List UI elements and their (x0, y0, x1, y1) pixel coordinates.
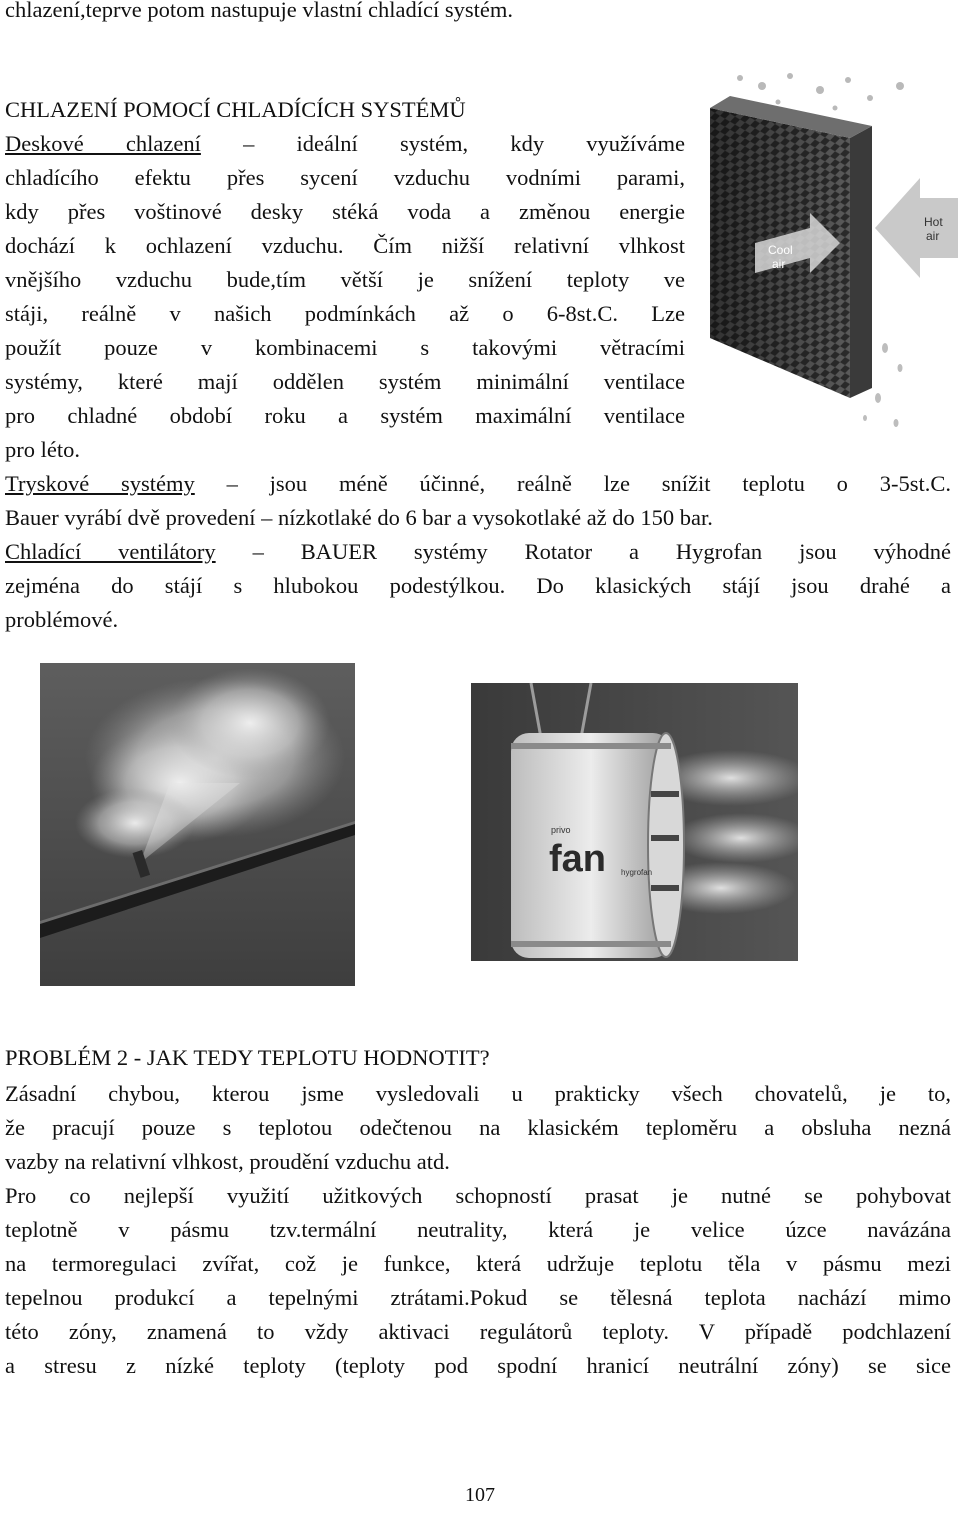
ventilatory-line-1: Chladící ventilátory – BAUER systémy Rotator a Hygrofan jsou výhodné (5, 539, 951, 564)
continued-text-line: chlazení,teprve potom nastupuje vlastní chladící systém. (5, 0, 513, 22)
deskove-line-10: pro léto. (5, 437, 80, 462)
deskove-line-6: stáji, reálně v našich podmínkách až o 6-8st.C. Lze (5, 301, 685, 326)
svg-text:privo: privo (551, 825, 571, 835)
paragraph1-line-1: Zásadní chybou, kterou jsme vysledovali u prakticky všech chovatelů, je to, (5, 1081, 951, 1106)
paragraph2-line-6: a stresu z nízké teploty (teploty pod spodní hranicí neutrální zóny) se sice (5, 1353, 951, 1378)
deskove-line-5: vnějšího vzduchu bude,tím větší je snížení teploty ve (5, 267, 685, 292)
paragraph2-line-1: Pro co nejlepší využití užitkových schopností prasat je nutné se pohybovat (5, 1183, 951, 1208)
cool-air-label: Cool (768, 243, 793, 257)
ventilatory-line-2: zejména do stájí s hlubokou podestýlkou. Do klasických stájí jsou drahé a (5, 573, 951, 598)
tryskove-term: Tryskové systémy (5, 471, 195, 496)
deskove-line-1: Deskové chlazení – ideální systém, kdy využíváme (5, 131, 685, 156)
deskove-line-8: systémy, které mají oddělen systém minimální ventilace (5, 369, 685, 394)
deskove-line-9: pro chladné období roku a systém maximální ventilace (5, 403, 685, 428)
ventilatory-line-3: problémové. (5, 607, 119, 632)
deskove-line-7: použít pouze v kombinacemi s takovými větracími (5, 335, 685, 360)
paragraph1-line-3: vazby na relativní vlhkost, proudění vzduchu atd. (5, 1149, 450, 1174)
deskove-term: Deskové chlazení (5, 131, 201, 156)
ventilatory-term: Chladící ventilátory (5, 539, 216, 564)
page-number: 107 (465, 1484, 495, 1506)
hot-air-label: Hot (924, 215, 943, 229)
problem-heading: PROBLÉM 2 - JAK TEDY TEPLOTU HODNOTIT? (5, 1045, 490, 1070)
section-heading: CHLAZENÍ POMOCÍ CHLADÍCÍCH SYSTÉMŮ (5, 97, 466, 122)
paragraph2-line-3: na termoregulaci zvířat, což je funkce, která udržuje teplotu těla v pásmu mezi (5, 1251, 951, 1276)
cooling-pad-figure (700, 68, 958, 436)
paragraph1-line-2: že pracují pouze s teplotou odečtenou na klasickém teploměru a obsluha nezná (5, 1115, 951, 1140)
deskove-line-2: chladícího efektu přes sycení vzduchu vodními parami, (5, 165, 685, 190)
mist-nozzle-photo (40, 663, 355, 986)
paragraph2-line-4: tepelnou produkcí a tepelnými ztrátami.Pokud se tělesná teplota nachází mimo (5, 1285, 951, 1310)
deskove-line-3: kdy přes voštinové desky stéká voda a změnou energie (5, 199, 685, 224)
fan-brand-label: fan (549, 838, 606, 880)
svg-text:hygrofan: hygrofan (621, 868, 653, 877)
tryskove-line-2: Bauer vyrábí dvě provedení – nízkotlaké do 6 bar a vysokotlaké až do 150 bar. (5, 505, 713, 530)
paragraph2-line-5: této zóny, znamená to vždy aktivaci regulátorů teploty. V případě podchlazení (5, 1319, 951, 1344)
deskove-line-4: dochází k ochlazení vzduchu. Čím nižší relativní vlhkost (5, 233, 685, 258)
svg-text:air: air (926, 229, 940, 243)
svg-text:air: air (772, 257, 786, 271)
paragraph2-line-2: teplotně v pásmu tzv.termální neutrality, která je velice úzce navázána (5, 1217, 951, 1242)
tryskove-line-1: Tryskové systémy – jsou méně účinné, reálně lze snížit teplotu o 3-5st.C. (5, 471, 951, 496)
hygrofan-photo (471, 683, 798, 961)
